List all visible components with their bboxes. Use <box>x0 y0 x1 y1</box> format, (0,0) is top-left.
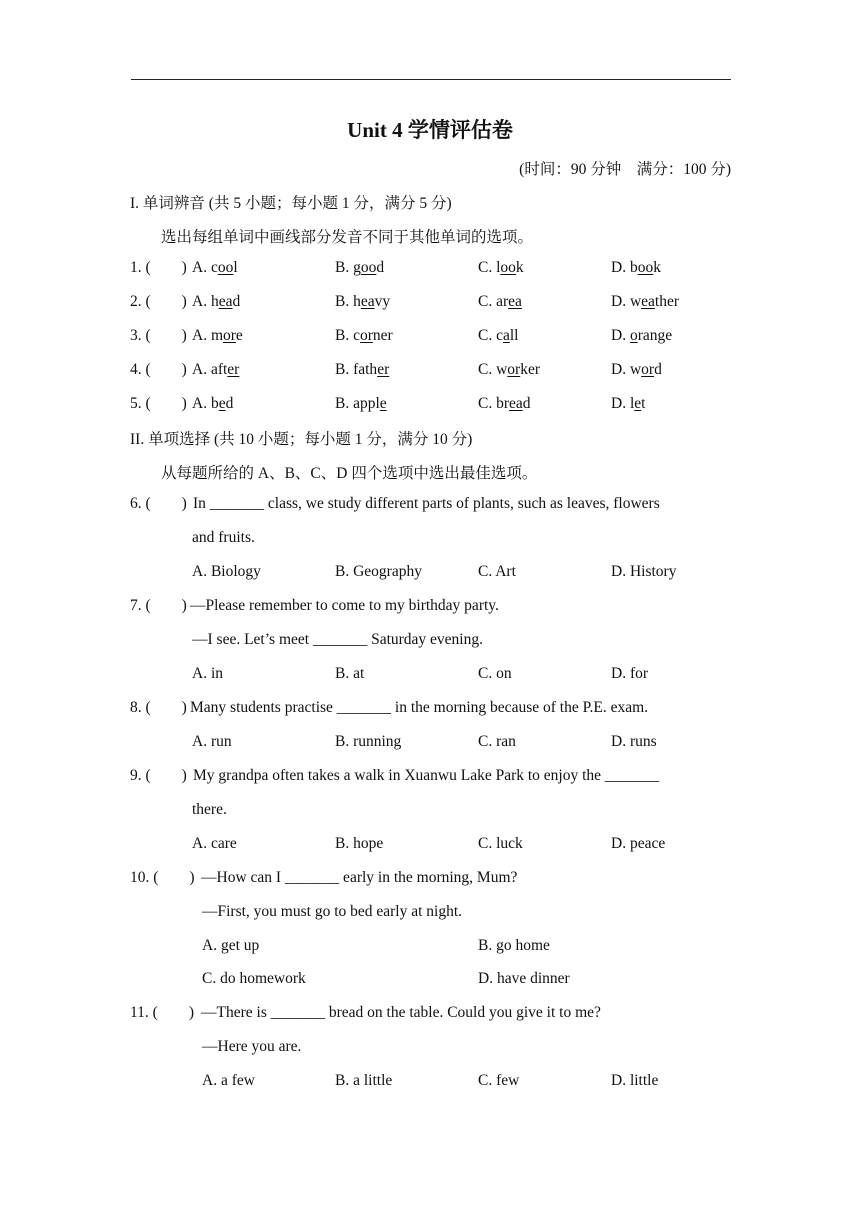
q2-option-d <box>611 293 679 311</box>
word-prefix: B. c <box>335 327 360 344</box>
q10-number: 10. ( ) <box>130 869 195 886</box>
q3-number: 3. ( ) <box>130 327 187 344</box>
underlined-letters: e <box>634 395 642 412</box>
q10-stem-line1: —How can I _______ early in the morning, Mum? <box>201 869 518 886</box>
word-prefix: A. b <box>192 395 219 412</box>
word-suffix: ll <box>509 327 519 344</box>
q6-option-c: C. Art <box>478 563 516 580</box>
page-title: Unit 4 学情评估卷 <box>347 118 513 142</box>
word-prefix: D. b <box>611 259 638 276</box>
q6-option-d: D. History <box>611 563 677 580</box>
q4-option-a <box>192 361 239 379</box>
q9-option-c: C. luck <box>478 835 523 852</box>
word-suffix: l <box>233 259 238 276</box>
underlined-letters: or <box>359 327 373 344</box>
word-prefix: C. c <box>478 327 503 344</box>
section2-instruction: 从每题所给的 A、B、C、D 四个选项中选出最佳选项。 <box>161 465 538 482</box>
word-suffix: d <box>225 395 234 412</box>
word-prefix: C. w <box>478 361 508 378</box>
q7-stem-line1: —Please remember to come to my birthday party. <box>190 597 499 614</box>
q10-option-c: C. do homework <box>202 970 306 987</box>
word-prefix: D. w <box>611 293 642 310</box>
underlined-letters: oo <box>500 259 516 276</box>
q10-option-a: A. get up <box>202 937 260 954</box>
q11-option-d: D. little <box>611 1072 659 1089</box>
q6-stem-line1: In _______ class, we study different parts of plants, such as leaves, flowers <box>193 495 660 512</box>
word-prefix: D. l <box>611 395 635 412</box>
q2-option-a <box>192 293 240 311</box>
q6-number: 6. ( ) <box>130 495 187 512</box>
q2-option-b <box>335 293 390 311</box>
q4-number: 4. ( ) <box>130 361 187 378</box>
q4-option-d <box>611 361 662 379</box>
word-prefix: D. <box>611 327 630 344</box>
word-suffix: d <box>232 293 241 310</box>
word-suffix: ther <box>654 293 680 310</box>
underlined-letters: or <box>507 361 521 378</box>
q5-option-d <box>611 395 645 413</box>
word-suffix: d <box>654 361 662 378</box>
q6-option-a: A. Biology <box>192 563 261 580</box>
underlined-letters: er <box>377 361 390 378</box>
q1-option-d <box>611 259 661 277</box>
underlined-letters: o <box>629 327 638 344</box>
underlined-letters: ea <box>509 395 523 412</box>
q8-stem: Many students practise _______ in the morning because of the P.E. exam. <box>190 699 649 716</box>
word-prefix: C. ar <box>478 293 509 310</box>
word-prefix: A. m <box>192 327 223 344</box>
q9-option-d: D. peace <box>611 835 666 852</box>
word-prefix: B. fath <box>335 361 378 378</box>
word-suffix: k <box>515 259 524 276</box>
q7-stem-line2: —I see. Let’s meet _______ Saturday evening. <box>192 631 483 648</box>
q11-number: 11. ( ) <box>130 1004 194 1021</box>
q6-option-b: B. Geography <box>335 563 422 580</box>
q9-option-a: A. care <box>192 835 237 852</box>
q11-option-b: B. a little <box>335 1072 393 1089</box>
q8-option-d: D. runs <box>611 733 657 750</box>
q9-option-b: B. hope <box>335 835 384 852</box>
underlined-letters: ea <box>641 293 655 310</box>
word-prefix: A. h <box>192 293 219 310</box>
q5-option-c <box>478 395 531 413</box>
q10-option-d: D. have dinner <box>478 970 570 987</box>
section2-heading: II. 单项选择 (共 10 小题；每小题 1 分，满分 10 分) <box>130 431 473 448</box>
q5-option-a <box>192 395 233 413</box>
q8-option-a: A. run <box>192 733 232 750</box>
underlined-letters: ea <box>218 293 233 310</box>
q9-stem-line1: My grandpa often takes a walk in Xuanwu Lake Park to enjoy the _______ <box>193 767 660 784</box>
underlined-letters: ea <box>360 293 375 310</box>
q7-option-a: A. in <box>192 665 223 682</box>
q8-option-c: C. ran <box>478 733 516 750</box>
q7-option-b: B. at <box>335 665 365 682</box>
q2-option-c <box>478 293 522 311</box>
underlined-letters: e <box>379 395 387 412</box>
q10-option-b: B. go home <box>478 937 550 954</box>
word-prefix: B. appl <box>335 395 380 412</box>
word-suffix: d <box>522 395 531 412</box>
underlined-letters: or <box>223 327 236 344</box>
q1-option-b <box>335 259 384 277</box>
q9-stem-line2: there. <box>192 801 227 818</box>
word-prefix: B. g <box>335 259 361 276</box>
underlined-letters: e <box>218 395 226 412</box>
q1-option-c <box>478 259 524 277</box>
underlined-letters: ea <box>508 293 522 310</box>
q9-number: 9. ( ) <box>130 767 187 784</box>
q7-option-d: D. for <box>611 665 649 682</box>
q2-number: 2. ( ) <box>130 293 187 310</box>
word-prefix: D. w <box>611 361 642 378</box>
word-suffix: k <box>653 259 661 276</box>
word-prefix: A. c <box>192 259 218 276</box>
q3-option-d <box>611 327 672 345</box>
underlined-letters: er <box>227 361 240 378</box>
q11-option-c: C. few <box>478 1072 520 1089</box>
word-prefix: A. aft <box>192 361 228 378</box>
underlined-letters: oo <box>360 259 377 276</box>
q11-stem-line2: —Here you are. <box>202 1038 302 1055</box>
word-suffix: t <box>641 395 646 412</box>
underlined-letters: oo <box>217 259 234 276</box>
word-suffix: vy <box>374 293 391 310</box>
q5-number: 5. ( ) <box>130 395 187 412</box>
underlined-letters: a <box>502 327 510 344</box>
q11-stem-line1: —There is _______ bread on the table. Could you give it to me? <box>201 1004 601 1021</box>
word-prefix: C. br <box>478 395 509 412</box>
q8-option-b: B. running <box>335 733 402 750</box>
word-suffix: ner <box>372 327 393 344</box>
word-prefix: C. l <box>478 259 501 276</box>
q3-option-a <box>192 327 243 345</box>
q1-option-a <box>192 259 238 277</box>
q5-option-b <box>335 395 387 413</box>
q1-number: 1. ( ) <box>130 259 187 276</box>
word-suffix: e <box>235 327 243 344</box>
top-rule <box>131 79 731 80</box>
q4-option-b <box>335 361 389 379</box>
section1-instruction: 选出每组单词中画线部分发音不同于其他单词的选项。 <box>161 229 534 246</box>
word-suffix: ker <box>520 361 541 378</box>
q10-stem-line2: —First, you must go to bed early at night. <box>202 903 463 920</box>
word-suffix: range <box>637 327 673 344</box>
underlined-letters: oo <box>637 259 654 276</box>
q3-option-b <box>335 327 393 345</box>
word-prefix: B. h <box>335 293 361 310</box>
q3-option-c <box>478 327 518 345</box>
underlined-letters: or <box>641 361 655 378</box>
word-suffix: d <box>376 259 385 276</box>
q7-number: 7. ( ) <box>130 597 187 614</box>
exam-info: (时间：90 分钟 满分：100 分) <box>519 161 731 178</box>
q8-number: 8. ( ) <box>130 699 187 716</box>
q7-option-c: C. on <box>478 665 512 682</box>
q11-option-a: A. a few <box>202 1072 255 1089</box>
q6-stem-line2: and fruits. <box>192 529 255 546</box>
q4-option-c <box>478 361 540 379</box>
section1-heading: I. 单词辨音 (共 5 小题；每小题 1 分，满分 5 分) <box>130 195 452 212</box>
